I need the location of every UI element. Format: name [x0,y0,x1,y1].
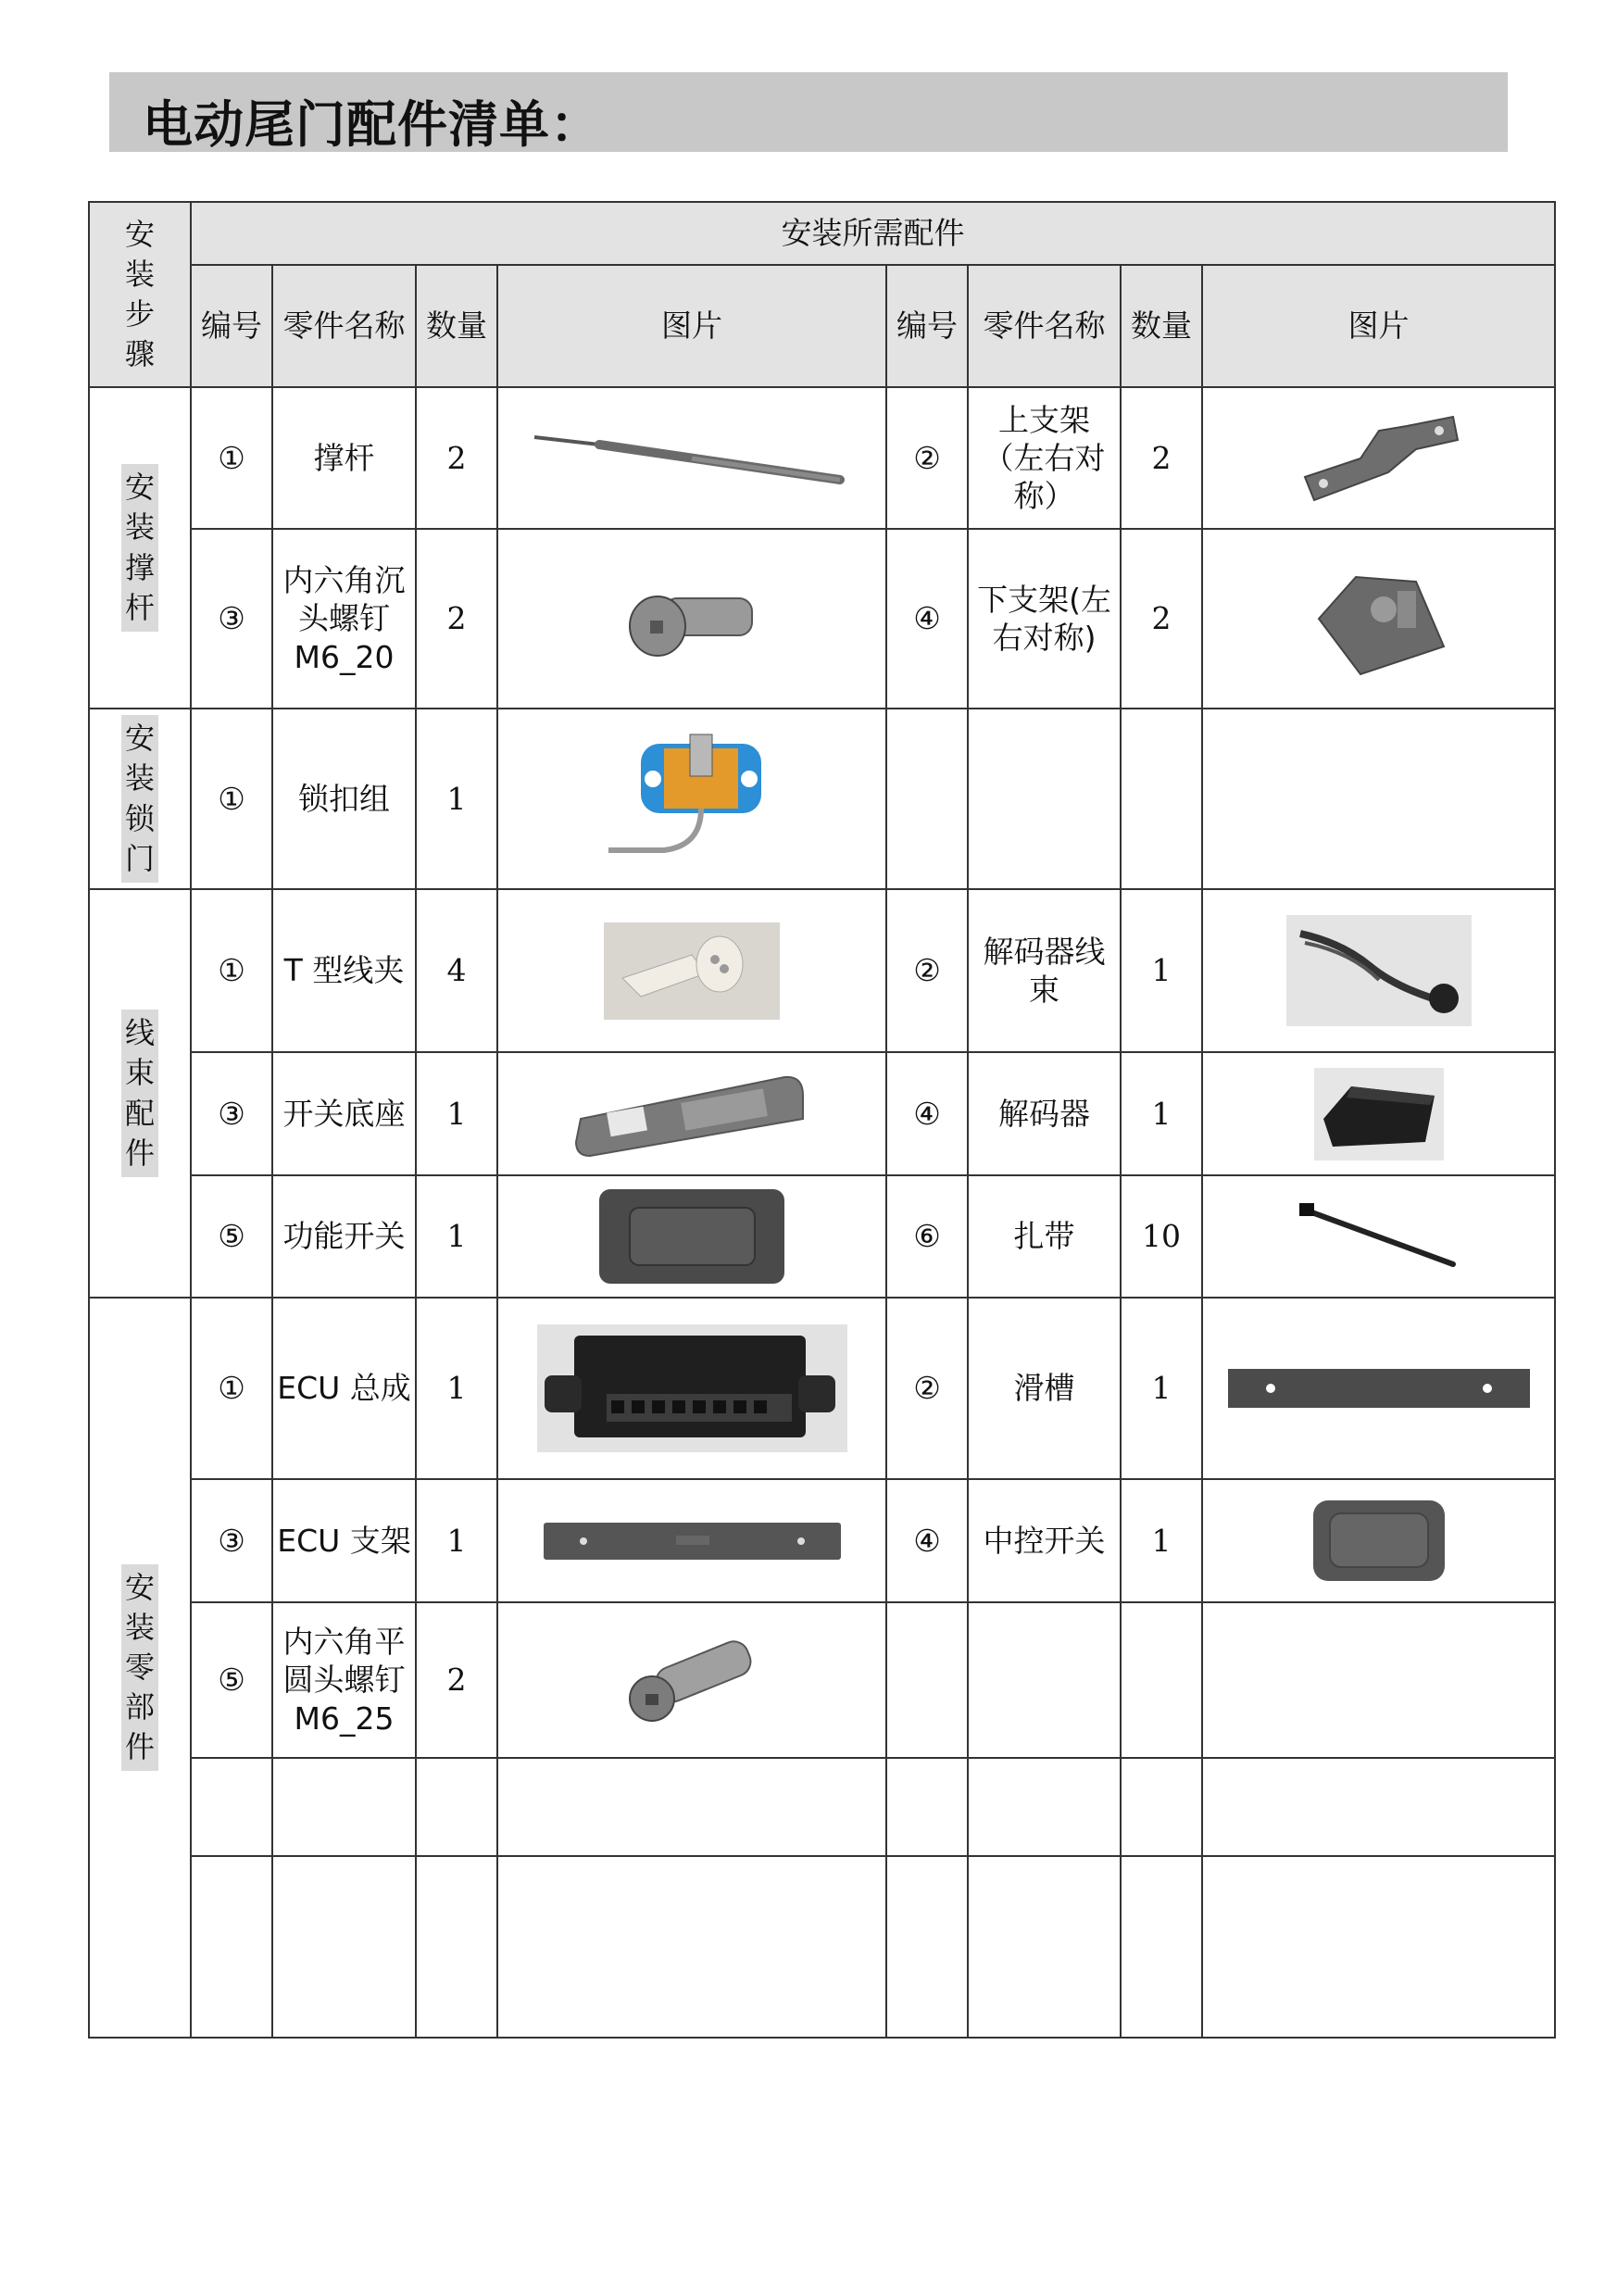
part-picture [1202,529,1555,709]
col-qty-header: 数量 [416,265,497,387]
switch-base-image [571,1068,812,1161]
part-no: ① [191,889,272,1052]
part-picture [497,1298,886,1479]
step-cell-parts [89,1298,191,2038]
empty-cell [1121,1758,1202,1856]
countersunk-screw-image [622,572,761,665]
part-name: ECU 总成 [272,1298,416,1479]
step-label-lock: 安装锁门 [121,715,158,883]
part-picture [497,1175,886,1298]
lower-bracket-image [1305,554,1453,684]
step-header-label: 安装步骤 [124,216,155,372]
empty-cell [416,1856,497,2038]
col-name-header-right: 零件名称 [968,265,1121,387]
part-qty: 1 [416,1298,497,1479]
empty-cell [416,1758,497,1856]
step-cell-harness [89,889,191,1298]
table-row [89,529,1555,709]
step-header [89,202,191,387]
part-picture [1202,1052,1555,1175]
part-qty: 2 [416,1602,497,1758]
empty-cell [968,709,1121,889]
part-picture [497,387,886,529]
part-picture [497,1602,886,1758]
part-no: ⑤ [191,1602,272,1758]
col-pic-header: 图片 [497,265,886,387]
part-picture [1202,1175,1555,1298]
empty-cell [968,1602,1121,1758]
part-name: 扎带 [968,1175,1121,1298]
part-picture [1202,387,1555,529]
empty-cell [1121,1856,1202,2038]
part-qty: 1 [416,1479,497,1602]
part-no: ④ [886,529,968,709]
part-picture [1202,1298,1555,1479]
table-row [89,709,1555,889]
empty-cell [1202,1856,1555,2038]
empty-cell [1202,1758,1555,1856]
table-row [89,1602,1555,1758]
t-clip-image [604,922,780,1020]
central-control-switch-image [1310,1497,1448,1585]
part-qty: 1 [416,1052,497,1175]
table-row [89,1856,1555,2038]
part-no: ⑥ [886,1175,968,1298]
part-name: 滑槽 [968,1298,1121,1479]
empty-cell [497,1856,886,2038]
table-row [89,387,1555,529]
title-bar [109,72,1508,152]
part-qty: 1 [1121,1298,1202,1479]
part-name: 功能开关 [272,1175,416,1298]
part-name: 上支架（左右对称） [968,387,1121,529]
empty-cell [886,1758,968,1856]
part-qty: 2 [416,387,497,529]
empty-cell [1121,1602,1202,1758]
latch-assembly-image [599,725,784,873]
empty-cell [272,1856,416,2038]
empty-cell [886,1602,968,1758]
part-no: ③ [191,529,272,709]
part-name: 解码器 [968,1052,1121,1175]
empty-cell [886,1856,968,2038]
step-label-parts: 安装零部件 [121,1564,158,1772]
empty-cell [497,1758,886,1856]
step-label-harness: 线束配件 [121,1010,158,1177]
part-picture [497,709,886,889]
ecu-assembly-image [537,1324,847,1452]
part-no: ② [886,387,968,529]
empty-cell [1202,1602,1555,1758]
part-qty: 1 [1121,1052,1202,1175]
part-picture [1202,1479,1555,1602]
empty-cell [191,1856,272,2038]
part-qty: 1 [1121,889,1202,1052]
col-no-header: 编号 [191,265,272,387]
part-name: 解码器线束 [968,889,1121,1052]
part-qty: 1 [416,709,497,889]
decoder-harness-image [1286,915,1472,1026]
group-header: 安装所需配件 [191,202,1555,265]
part-no: ③ [191,1052,272,1175]
button-head-screw-image [622,1634,761,1726]
part-name: 内六角沉头螺钉M6_20 [272,529,416,709]
part-name: 内六角平圆头螺钉M6_25 [272,1602,416,1758]
part-no: ② [886,1298,968,1479]
part-no: ① [191,709,272,889]
part-qty: 1 [1121,1479,1202,1602]
part-no: ① [191,387,272,529]
part-name: T 型线夹 [272,889,416,1052]
part-picture [497,1479,886,1602]
part-picture [497,529,886,709]
part-no: ⑤ [191,1175,272,1298]
strut-image [525,417,859,500]
cable-tie-image [1296,1199,1462,1273]
part-qty: 2 [416,529,497,709]
part-picture [497,1052,886,1175]
step-cell-strut [89,387,191,709]
part-qty: 10 [1121,1175,1202,1298]
part-no: ④ [886,1052,968,1175]
part-no: ③ [191,1479,272,1602]
decoder-image [1314,1068,1444,1161]
function-switch-image [595,1185,789,1288]
part-qty: 2 [1121,387,1202,529]
table-row [89,889,1555,1052]
part-qty: 1 [416,1175,497,1298]
part-name: 中控开关 [968,1479,1121,1602]
empty-cell [968,1856,1121,2038]
part-picture [1202,889,1555,1052]
part-name: 下支架(左右对称) [968,529,1121,709]
table-row [89,1758,1555,1856]
part-name: 开关底座 [272,1052,416,1175]
col-no-header-right: 编号 [886,265,968,387]
slide-rail-image [1226,1365,1532,1411]
step-cell-lock [89,709,191,889]
part-picture [497,889,886,1052]
part-qty: 4 [416,889,497,1052]
part-name: ECU 支架 [272,1479,416,1602]
empty-cell [191,1758,272,1856]
empty-cell [886,709,968,889]
part-no: ② [886,889,968,1052]
part-name: 撑杆 [272,387,416,529]
table-row [89,1298,1555,1479]
part-name: 锁扣组 [272,709,416,889]
table-row [89,1175,1555,1298]
empty-cell [968,1758,1121,1856]
table-row [89,1479,1555,1602]
part-no: ① [191,1298,272,1479]
table-row [89,1052,1555,1175]
ecu-bracket-image [542,1519,843,1563]
empty-cell [272,1758,416,1856]
step-label-strut: 安装撑杆 [121,464,158,632]
empty-cell [1121,709,1202,889]
col-pic-header-right: 图片 [1202,265,1555,387]
upper-bracket-image [1296,408,1462,509]
empty-cell [1202,709,1555,889]
page-title: 电动尾门配件清单： [143,95,601,154]
parts-table [88,201,1556,2039]
part-qty: 2 [1121,529,1202,709]
col-name-header: 零件名称 [272,265,416,387]
col-qty-header-right: 数量 [1121,265,1202,387]
part-no: ④ [886,1479,968,1602]
